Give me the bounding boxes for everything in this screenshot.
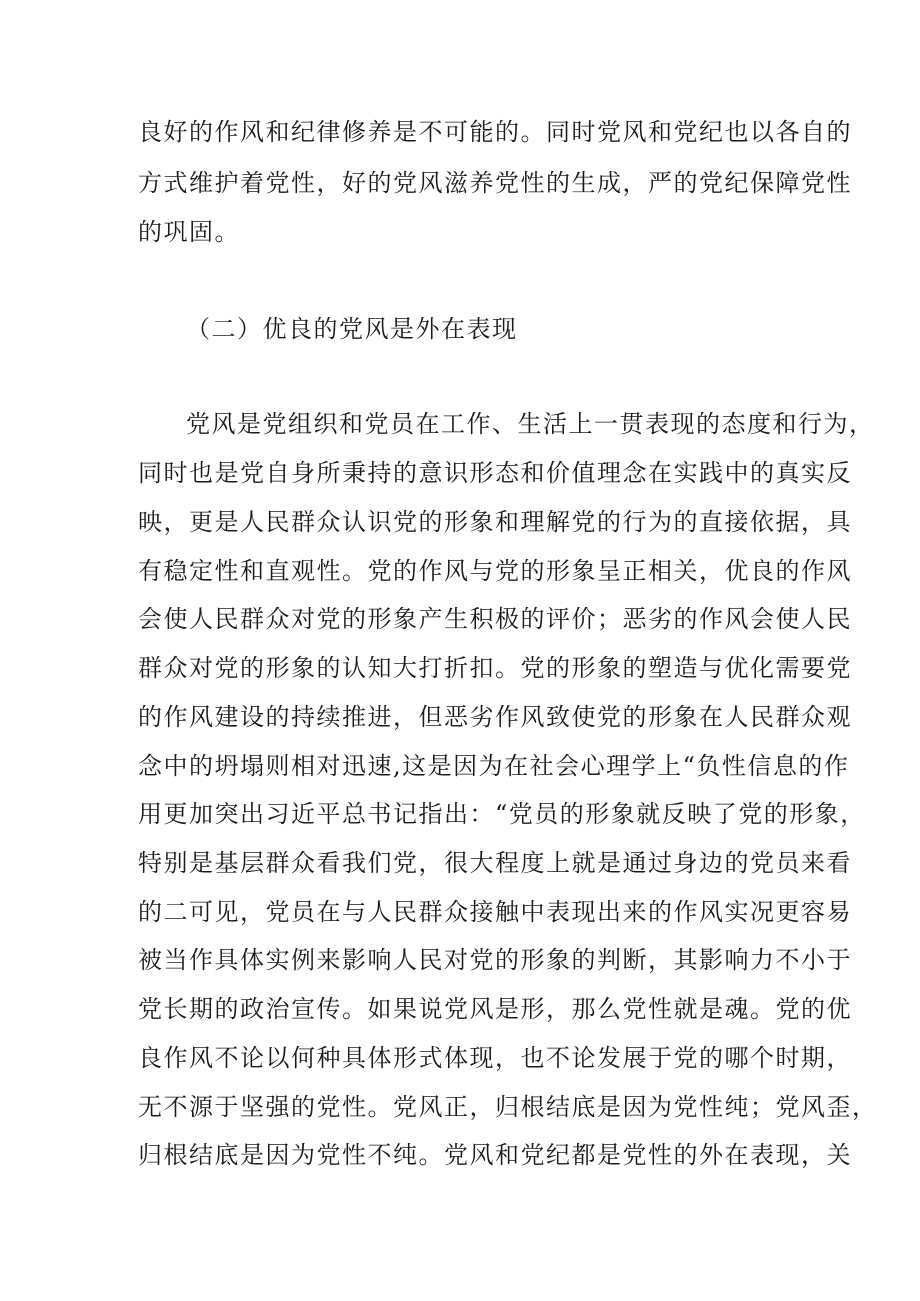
paragraph-line: 念中的坍塌则相对迅速,这是因为在社会心理学上“负性信息的作 bbox=[138, 752, 850, 780]
paragraph-line: 用更加突出习近平总书记指出：“党员的形象就反映了党的形象， bbox=[138, 800, 866, 828]
paragraph-line: 归根结底是因为党性不纯。党风和党纪都是党性的外在表现，关 bbox=[138, 1141, 852, 1169]
paragraph-line: 被当作具体实例来影响人民对党的形象的判断，其影响力不小于 bbox=[138, 946, 852, 974]
paragraph-line: 的巩固。 bbox=[138, 218, 240, 246]
paragraph-line: 的作风建设的持续推进，但恶劣作风致使党的形象在人民群众观 bbox=[138, 703, 852, 731]
paragraph-line: 会使人民群众对党的形象产生积极的评价；恶劣的作风会使人民 bbox=[138, 605, 852, 633]
paragraph-line: 群众对党的形象的认知大打折扣。党的形象的塑造与优化需要党 bbox=[138, 654, 852, 682]
paragraph-line: 良好的作风和纪律修养是不可能的。同时党风和党纪也以各自的 bbox=[138, 118, 852, 146]
paragraph-line: 无不源于坚强的党性。党风正，归根结底是因为党性纯；党风歪， bbox=[138, 1093, 878, 1121]
paragraph-line: 有稳定性和直观性。党的作风与党的形象呈正相关，优良的作风 bbox=[138, 557, 852, 585]
paragraph-line: 的二可见，党员在与人民群众接触中表现出来的作风实况更容易 bbox=[138, 898, 852, 926]
paragraph-line: 党风是党组织和党员在工作、生活上一贯表现的态度和行为， bbox=[186, 410, 875, 438]
paragraph-line: 方式维护着党性，好的党风滋养党性的生成，严的党纪保障党性 bbox=[138, 169, 852, 197]
paragraph-line: 特别是基层群众看我们党，很大程度上就是通过身边的党员来看 bbox=[138, 849, 852, 877]
paragraph-line: 党长期的政治宣传。如果说党风是形，那么党性就是魂。党的优 bbox=[138, 995, 852, 1023]
paragraph-line: 良作风不论以何种具体形式体现，也不论发展于党的哪个时期， bbox=[138, 1044, 852, 1072]
paragraph-line: 映，更是人民群众认识党的形象和理解党的行为的直接依据，具 bbox=[138, 508, 852, 536]
paragraph-line: 同时也是党自身所秉持的意识形态和价值理念在实践中的真实反 bbox=[138, 459, 852, 487]
section-heading: （二）优良的党风是外在表现 bbox=[186, 315, 518, 343]
